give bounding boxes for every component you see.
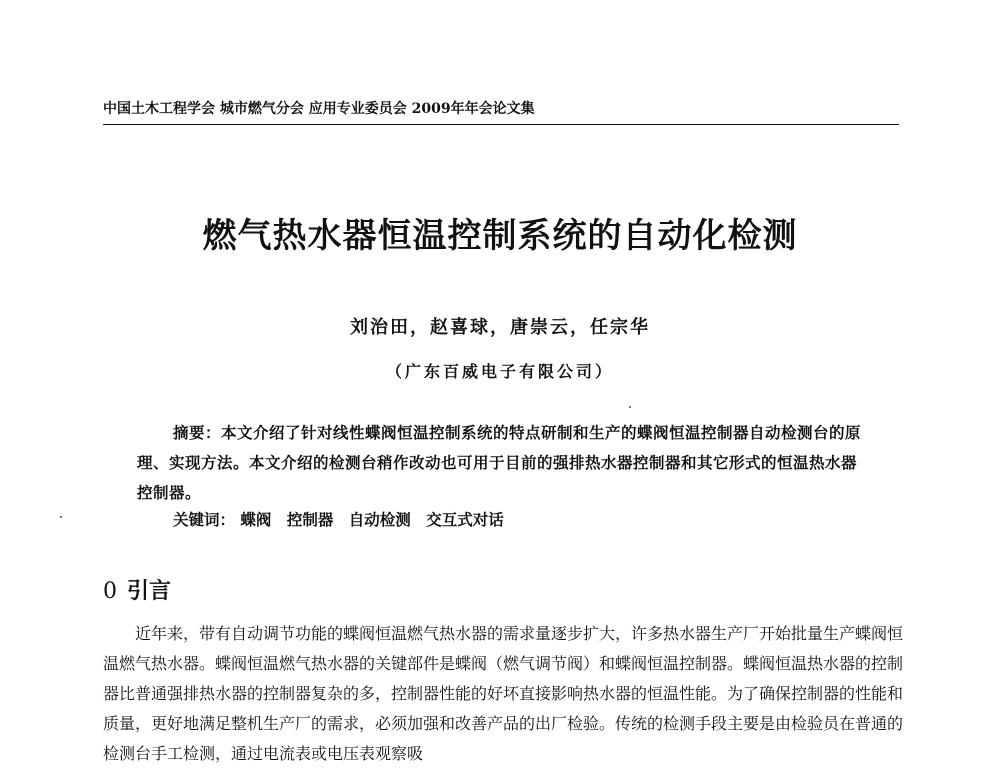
authors: 刘治田，赵喜球，唐崇云，任宗华 [350,317,650,338]
scan-speck [60,516,62,518]
section-heading [103,574,171,605]
running-header: 中国土木工程学会 城市燃气分会 应用专业委员会 2009年年会论文集 [103,98,899,125]
keywords-label: 关键词： [173,510,236,529]
keyword: 交互式对话 [426,510,504,529]
keyword: 控制器 [286,510,334,529]
body-paragraph: 近年来，带有自动调节功能的蝶阀恒温燃气热水器的需求量逐步扩大，许多热水器生产厂开始批量生产蝶阀恒温燃气热水器。蝶阀恒温燃气热水器的关键部件是蝶阀（燃气调节阀）和蝶阀恒温控制器。蝶阀恒温热水器的控制器比普通强排热水器的控制器复杂的多，控制器性能的好坏直接影响热水器的恒温性能。为了确保控制器的性能和质量，更好地满足整机生产厂的需求，必须加强和改善产品的出厂检验。传统的检测手段主要是由检验员在普通的检测台手工检测，通过电流表或电压表观察吸 [103,624,904,763]
abstract-text: 本文介绍了针对线性蝶阀恒温控制系统的特点研制和生产的蝶阀恒温控制器自动检测台的原理、实现方法。本文介绍的检测台稍作改动也可用于目前的强排热水器控制器和其它形式的恒温热水器控制器。 [137,423,862,502]
scan-speck [629,406,631,408]
section-number: 0 [103,579,117,604]
abstract [137,418,867,508]
section-title: 引言 [127,579,172,604]
keywords [173,508,873,530]
keyword: 蝶阀 [240,510,272,529]
abstract-label: 摘要： [173,423,222,442]
affiliation: （广东百威电子有限公司） [385,362,614,381]
paper-title: 燃气热水器恒温控制系统的自动化检测 [202,216,798,256]
keyword: 自动检测 [348,510,411,529]
